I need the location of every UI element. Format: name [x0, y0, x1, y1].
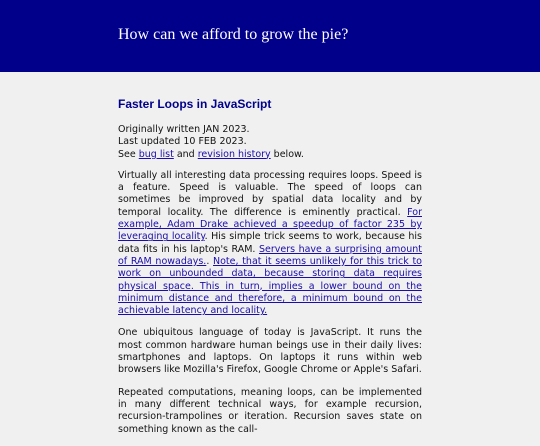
adam-drake-link[interactable]: For example, Adam Drake achieved a speedup of factor 235 by leveraging locality [118, 206, 422, 243]
p1-text-2: . His simple trick seems to work, because his data fits in his laptop's RAM. [118, 231, 423, 255]
site-title: How can we afford to grow the pie? [118, 26, 349, 43]
p1-text-3: . [206, 255, 214, 267]
see-prefix: See [118, 148, 139, 160]
site-banner [0, 0, 540, 72]
paragraph-recursion: Repeated computations, meaning loops, can be implemented in many different technical ways, for example recursion, recursion-trampolines or iteration. Recursion saves state on something known as the call- [118, 386, 422, 435]
updated-date: Last updated 10 FEB 2023. [118, 136, 247, 148]
bug-list-link[interactable]: bug list [138, 148, 174, 160]
article [118, 97, 422, 446]
paragraph-loops [118, 170, 422, 318]
see-suffix: below. [270, 148, 304, 160]
and-text: and [173, 148, 198, 160]
written-date: Originally written JAN 2023. [118, 124, 250, 135]
see-links-line [118, 149, 422, 161]
p1-text-1: Virtually all interesting data processing requires loops. Speed is a feature. Speed is valuable. The speed of loops can sometimes be improved by spatial data locality and by temporal locality. The difference is eminently practical. [118, 169, 422, 218]
paragraph-javascript: One ubiquitous language of today is JavaScript. It runs the most common hardware human beings use in their daily lives: smartphones and laptops. On laptops it runs within web browsers like Mozilla's Firefox, Google Chrome or Apple's Safari. [118, 327, 422, 376]
unbounded-data-link[interactable]: Note, that it seems unlikely for this trick to work on unbounded data, because storing data requires physical space. This in turn, implies a lower bound on the minimum distance and therefore, a minimum bound on the achievable latency and locality. [118, 255, 422, 317]
article-title: Faster Loops in JavaScript [118, 97, 272, 111]
article-meta [118, 124, 422, 161]
servers-ram-link[interactable]: Servers have a surprising amount of RAM nowadays. [118, 243, 423, 267]
revision-history-link[interactable]: revision history [197, 148, 271, 160]
